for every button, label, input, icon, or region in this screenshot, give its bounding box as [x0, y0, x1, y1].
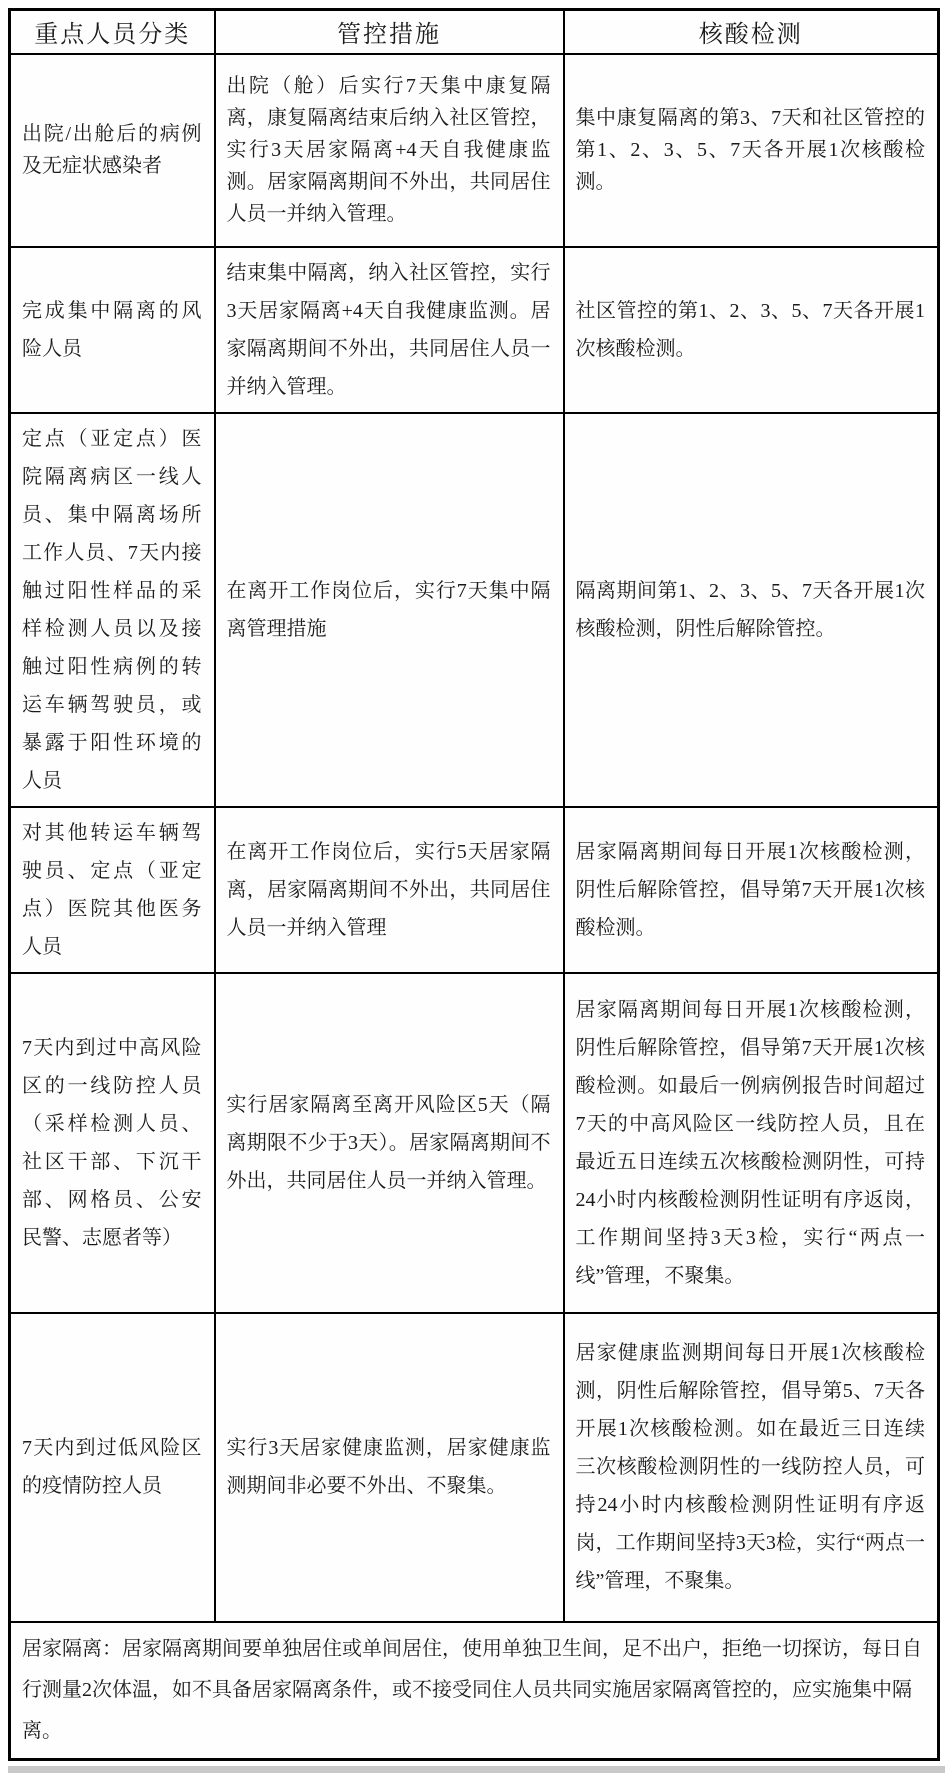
- column-header-measures: 管控措施: [215, 10, 564, 54]
- cell-category: 7天内到过中高风险区的一线防控人员（采样检测人员、社区干部、下沉干部、网格员、公安民警、志愿者等）: [10, 973, 215, 1313]
- table-row: [10, 1313, 939, 1622]
- cell-measures: 结束集中隔离，纳入社区管控，实行3天居家隔离+4天自我健康监测。居家隔离期间不外出，共同居住人员一并纳入管理。: [215, 247, 564, 413]
- cell-measures: 在离开工作岗位后，实行5天居家隔离，居家隔离期间不外出，共同居住人员一并纳入管理: [215, 807, 564, 973]
- table-row: [10, 54, 939, 247]
- table-row: [10, 973, 939, 1313]
- table-header-row: [10, 10, 939, 54]
- column-header-category: 重点人员分类: [10, 10, 215, 54]
- cell-category: 出院/出舱后的病例及无症状感染者: [10, 54, 215, 247]
- cell-testing: 集中康复隔离的第3、7天和社区管控的第1、2、3、5、7天各开展1次核酸检测。: [564, 54, 939, 247]
- footnote-home-quarantine: 居家隔离：居家隔离期间要单独居住或单间居住，使用单独卫生间，足不出户，拒绝一切探访，每日自行测量2次体温，如不具备居家隔离条件，或不接受同住人员共同实施居家隔离管控的，应实施集中隔离。: [10, 1622, 939, 1760]
- cell-testing: 居家隔离期间每日开展1次核酸检测，阴性后解除管控，倡导第7天开展1次核酸检测。: [564, 807, 939, 973]
- table-footnote-row: [10, 1622, 939, 1760]
- page-bottom-edge: [8, 1766, 945, 1773]
- cell-measures: 实行3天居家健康监测，居家健康监测期间非必要不外出、不聚集。: [215, 1313, 564, 1622]
- cell-testing: 居家隔离期间每日开展1次核酸检测，阴性后解除管控，倡导第7天开展1次核酸检测。如最后一例病例报告时间超过7天的中高风险区一线防控人员，且在最近五日连续五次核酸检测阴性，可持24小时内核酸检测阴性证明有序返岗，工作期间坚持3天3检，实行“两点一线”管理，不聚集。: [564, 973, 939, 1313]
- cell-measures: 出院（舱）后实行7天集中康复隔离，康复隔离结束后纳入社区管控，实行3天居家隔离+4天自我健康监测。居家隔离期间不外出，共同居住人员一并纳入管理。: [215, 54, 564, 247]
- column-header-testing: 核酸检测: [564, 10, 939, 54]
- cell-category: 7天内到过低风险区的疫情防控人员: [10, 1313, 215, 1622]
- covid-control-measures-table: [8, 8, 940, 1761]
- table-row: [10, 807, 939, 973]
- cell-testing: 隔离期间第1、2、3、5、7天各开展1次核酸检测，阴性后解除管控。: [564, 413, 939, 807]
- cell-testing: 居家健康监测期间每日开展1次核酸检测，阴性后解除管控，倡导第5、7天各开展1次核酸检测。如在最近三日连续三次核酸检测阴性的一线防控人员，可持24小时内核酸检测阴性证明有序返岗，工作期间坚持3天3检，实行“两点一线”管理，不聚集。: [564, 1313, 939, 1622]
- cell-category: 定点（亚定点）医院隔离病区一线人员、集中隔离场所工作人员、7天内接触过阳性样品的采样检测人员以及接触过阳性病例的转运车辆驾驶员，或暴露于阳性环境的人员: [10, 413, 215, 807]
- table-row: [10, 413, 939, 807]
- cell-measures: 实行居家隔离至离开风险区5天（隔离期限不少于3天）。居家隔离期间不外出，共同居住人员一并纳入管理。: [215, 973, 564, 1313]
- cell-category: 完成集中隔离的风险人员: [10, 247, 215, 413]
- cell-testing: 社区管控的第1、2、3、5、7天各开展1次核酸检测。: [564, 247, 939, 413]
- cell-category: 对其他转运车辆驾驶员、定点（亚定点）医院其他医务人员: [10, 807, 215, 973]
- table-row: [10, 247, 939, 413]
- cell-measures: 在离开工作岗位后，实行7天集中隔离管理措施: [215, 413, 564, 807]
